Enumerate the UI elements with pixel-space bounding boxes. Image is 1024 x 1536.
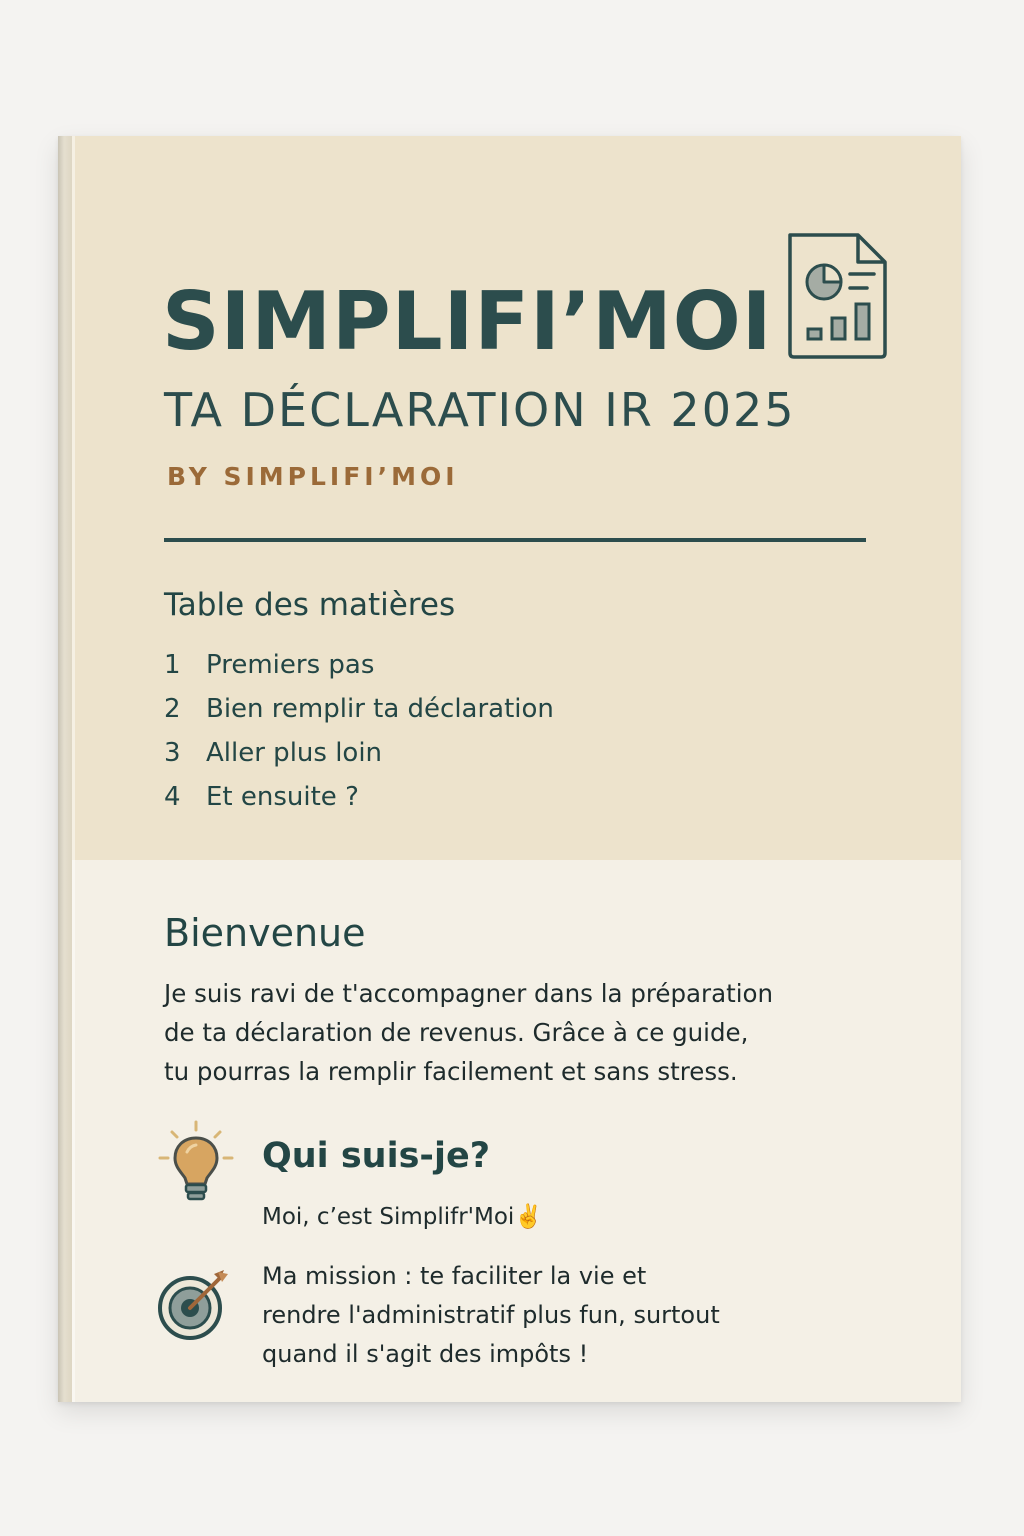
toc-item-number: 2 [164, 694, 181, 724]
book-spine [58, 136, 72, 1402]
toc-title: Table des matières [164, 587, 456, 623]
about-intro [262, 1202, 543, 1232]
welcome-title: Bienvenue [164, 911, 366, 955]
cover-top-section [58, 136, 961, 860]
welcome-line: de ta déclaration de revenus. Grâce à ce guide, [164, 1018, 749, 1047]
toc-item-number: 3 [164, 738, 181, 768]
brand-title: SIMPLIFI’MOI [162, 275, 773, 368]
welcome-line: Je suis ravi de t'accompagner dans la préparation [164, 979, 774, 1008]
toc-item-number: 4 [164, 782, 181, 812]
toc-item-label: Bien remplir ta déclaration [206, 694, 554, 724]
toc-item-label: Aller plus loin [206, 738, 383, 768]
toc-item-label: Et ensuite ? [206, 782, 359, 812]
welcome-line: tu pourras la remplir facilement et sans stress. [164, 1057, 738, 1086]
toc-item [164, 775, 554, 819]
cover-byline: BY SIMPLIFI’MOI [167, 462, 459, 491]
welcome-paragraph [164, 974, 844, 1091]
toc-list [164, 643, 554, 819]
toc-item-label: Premiers pas [206, 650, 375, 680]
toc-item [164, 731, 554, 775]
mission-line: quand il s'agit des impôts ! [262, 1340, 589, 1368]
victory-hand-icon: ✌️ [514, 1204, 543, 1230]
document-chart-icon [784, 231, 890, 361]
about-title: Qui suis-je? [262, 1136, 490, 1176]
title-divider [164, 538, 866, 542]
book-cover [58, 136, 961, 1402]
lightbulb-icon [156, 1116, 236, 1206]
mission-paragraph [262, 1257, 720, 1374]
mission-line: Ma mission : te faciliter la vie et [262, 1262, 647, 1290]
toc-item-number: 1 [164, 650, 181, 680]
mission-line: rendre l'administratif plus fun, surtout [262, 1301, 720, 1329]
spine-highlight [72, 136, 75, 1402]
target-icon [156, 1264, 236, 1344]
about-intro-text: Moi, c’est Simplifr'Moi [262, 1204, 515, 1230]
cover-subtitle: TA DÉCLARATION IR 2025 [164, 383, 796, 437]
toc-item [164, 643, 554, 687]
toc-item [164, 687, 554, 731]
